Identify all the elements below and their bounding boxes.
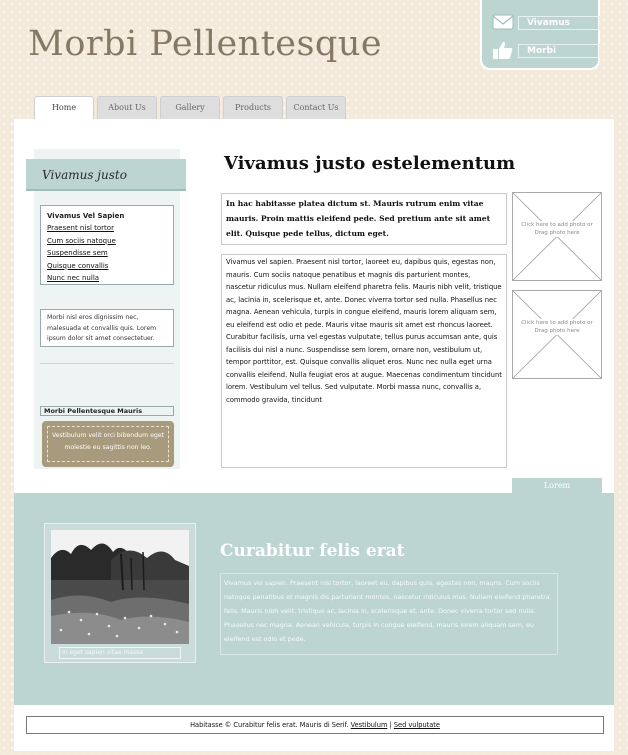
sidebar-box xyxy=(42,421,174,467)
social-label-like[interactable]: Morbi xyxy=(518,44,600,58)
lorem-tab[interactable]: Lorem xyxy=(512,478,602,493)
garden-photo xyxy=(51,530,189,644)
main-title: Vivamus justo estelementum xyxy=(224,153,516,174)
photo-placeholder-2[interactable] xyxy=(512,290,602,379)
content-area xyxy=(14,119,614,493)
photo-placeholder-1[interactable] xyxy=(512,192,602,281)
body-text: Vivamus vel sapien. Praesent nisl tortor, laoreet eu, dapibus quis, egestas non, mauris. Cum sociis natoque penatibus et magnis dis parturient montes, nascetur ridiculus mus. Nullam eleifend pharetra felis. Mauris nibh velit, tristique ac, lacinia in, scelerisque et, ante. Donec viverra tortor sed nulla. Phasellus nec magna. Aenean vehicula, turpis in congue eleifend, mauris lorem aliquam sem, eu eleifend est odio et pede. Mauris vitae mauris sit amet est rhoncus laoreet. Curabitur facilisis, urna vel egestas vulputate, tellus purus accumsan ante, quis facilisis dui nisl a nunc. Suspendisse sem lorem, ornare non, vestibulum ut, tempor porttitor, est. Quisque convallis aliquet eros. Nunc nec nulla eget urna convallis eleifend. Nulla feugiat eros at augue. Maecenas condimentum tincidunt lorem. Vestibulum vel tellus. Sed vulputate. Morbi massa nunc, convallis a, commodo gravida, tincidunt xyxy=(221,254,507,468)
footer-link-sed-vulputate[interactable]: Sed vulputate xyxy=(393,721,440,729)
site-title: Morbi Pellentesque xyxy=(28,24,383,64)
sidebar-link-cum-sociis[interactable]: Cum sociis natoque xyxy=(47,236,116,245)
footer-bar xyxy=(26,716,604,734)
footer xyxy=(14,705,614,751)
feature-photo-frame xyxy=(44,523,196,663)
sidebar-text: Morbi nisl eros dignissim nec, malesuada et convallis quis. Lorem ipsum dolor sit amet consectetuer. xyxy=(40,309,174,347)
feature-section xyxy=(14,493,614,705)
tab-about-us[interactable]: About Us xyxy=(97,96,157,119)
mail-icon xyxy=(492,12,514,32)
tab-products[interactable]: Products xyxy=(223,96,283,119)
social-item-mail[interactable] xyxy=(490,14,594,32)
feature-text: Vivamus vel sapien. Praesent nisl tortor, laoreet eu, dapibus quis, egestas non, mauris. Cum sociis natoque penatibus et magnis dis parturient montes, nascetur ridiculus mus. Nullam eleifend pharetra felis. Mauris nibh velit, tristique ac, lacinia in, scelerisque et, ante. Donec viverra tortor sed nulla. Phasellus nec magna. Aenean vehicula, turpis in congue eleifend, mauris lorem aliquam sem, eu eleifend est odio et pede. xyxy=(220,573,558,655)
intro-text: In hac habitasse platea dictum st. Mauris rutrum enim vitae mauris. Proin mattis eleifend pede. Sed pretium ante sit amet elit. Quisque pede tellus, dictum eget. xyxy=(221,193,507,245)
footer-link-vestibulum[interactable]: Vestibulum xyxy=(350,721,388,729)
thumbs-up-icon xyxy=(492,40,514,60)
social-panel xyxy=(480,0,600,70)
feature-title: Curabitur felis erat xyxy=(220,541,405,561)
sidebar-link-quisque[interactable]: Quisque convallis xyxy=(47,261,109,270)
sidebar-links xyxy=(40,205,174,285)
sidebar-divider xyxy=(40,363,174,364)
sidebar-link-praesent[interactable]: Praesent nisl tortor xyxy=(47,224,114,232)
sidebar-links-title: Vivamus Vel Sapien xyxy=(47,212,125,220)
sidebar-box-text: Vestibulum velit orci bibendum eget molestie eu sagittis non leo. xyxy=(47,426,169,462)
tab-home[interactable]: Home xyxy=(34,96,94,120)
photo-caption: In eget sapien vitae massa xyxy=(59,647,181,659)
placeholder-text-1: Click here to add photo or Drag photo here xyxy=(517,221,597,237)
tab-gallery[interactable]: Gallery xyxy=(160,96,220,119)
sidebar-link-suspendisse[interactable]: Suspendisse sem xyxy=(47,249,108,257)
sidebar xyxy=(34,149,180,469)
footer-separator: | xyxy=(389,721,392,729)
sidebar-heading: Vivamus justo xyxy=(26,159,186,191)
social-item-like[interactable] xyxy=(490,42,594,60)
social-label-mail[interactable]: Vivamus xyxy=(518,16,600,30)
placeholder-text-2: Click here to add photo or Drag photo here xyxy=(517,319,597,335)
sidebar-link-nunc[interactable]: Nunc nec nulla xyxy=(47,274,100,282)
tab-contact-us[interactable]: Contact Us xyxy=(286,96,346,119)
footer-text: Habitasse © Curabitur felis erat. Mauris di Serif. xyxy=(190,721,349,729)
sidebar-box-label: Morbi Pellentesque Mauris xyxy=(40,406,174,416)
